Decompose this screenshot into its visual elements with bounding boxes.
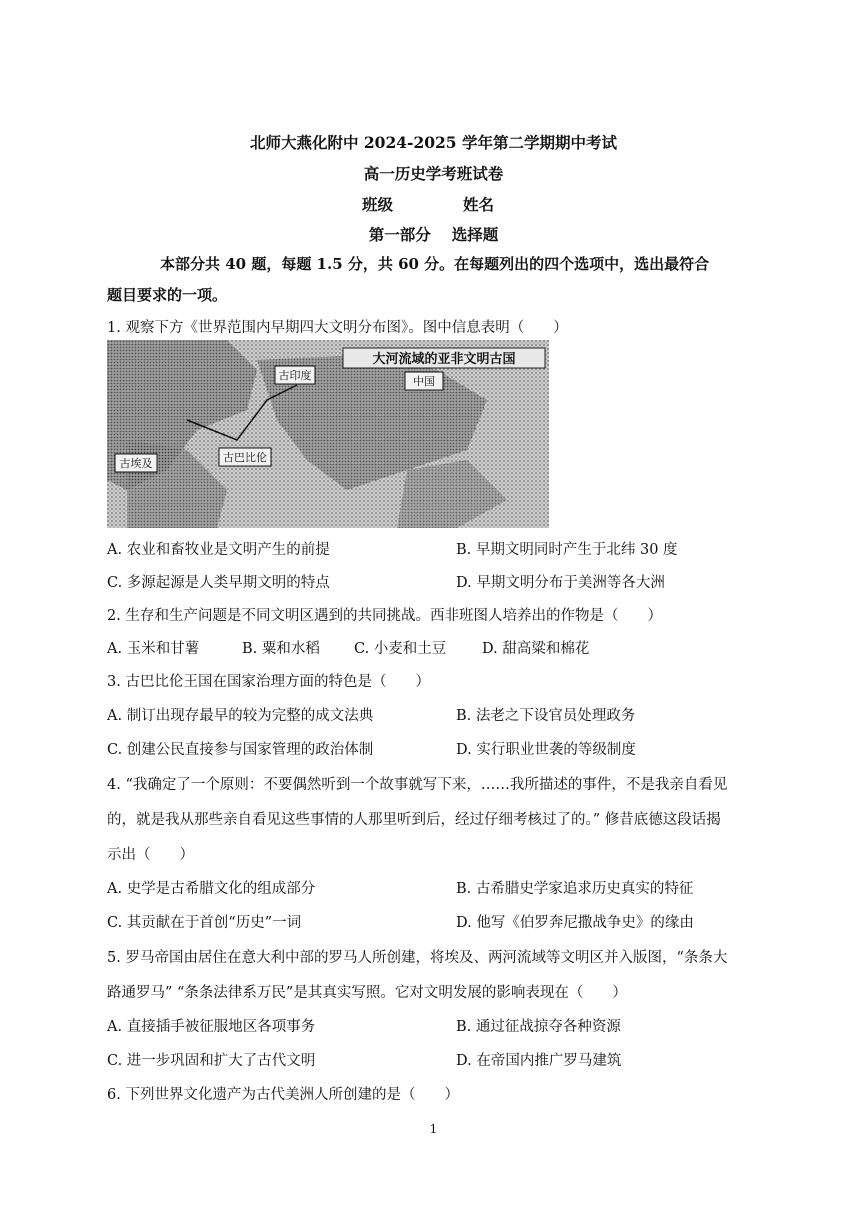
map-label-ancient-egypt: 古埃及 (119, 457, 153, 470)
map-label-ancient-india: 古印度 (278, 369, 312, 382)
page-number: 1 (429, 1122, 438, 1136)
q1-option-c: C. 多源起源是人类早期文明的特点 (107, 575, 330, 591)
question-4-stem-line-2: 的，就是我从那些亲自看见这些事情的人那里听到后，经过仔细考核过了的。” 修昔底德这段话揭 (107, 812, 721, 828)
q3-option-b: B. 法老之下设官员处理政务 (456, 708, 636, 724)
q4-option-c: C. 其贡献在于首创“历史”一词 (107, 915, 302, 931)
q3-option-c: C. 创建公民直接参与国家管理的政治体制 (107, 742, 374, 758)
q3-option-d: D. 实行职业世袭的等级制度 (456, 742, 636, 758)
q2-option-c: C. 小麦和土豆 (354, 641, 447, 657)
q4-option-b: B. 古希腊史学家追求历史真实的特征 (456, 881, 694, 897)
q2-option-d: D. 甜高粱和棉花 (482, 641, 590, 657)
q4-option-d: D. 他写《伯罗奔尼撒战争史》的缘由 (456, 915, 694, 931)
q1-option-a: A. 农业和畜牧业是文明产生的前提 (107, 542, 330, 558)
question-3-stem: 3. 古巴比伦王国在国家治理方面的特色是（ ） (107, 674, 430, 690)
map-label-china: 中国 (413, 375, 435, 388)
question-5-stem-line-2: 路通罗马” “条条法律系万民”是其真实写照。它对文明发展的影响表现在（ ） (107, 985, 627, 1001)
q2-option-a: A. 玉米和甘薯 (107, 641, 200, 657)
question-4-stem-line-3: 示出（ ） (107, 847, 194, 863)
q5-option-a: A. 直接插手被征服地区各项事务 (107, 1019, 316, 1035)
q1-option-b: B. 早期文明同时产生于北纬 30 度 (456, 542, 678, 558)
q5-option-d: D. 在帝国内推广罗马建筑 (456, 1053, 622, 1069)
question-6-stem: 6. 下列世界文化遗产为古代美洲人所创建的是（ ） (107, 1087, 459, 1103)
part-heading: 第一部分 选择题 (368, 225, 499, 244)
q5-option-c: C. 进一步巩固和扩大了古代文明 (107, 1053, 316, 1069)
map-label-ancient-babylon: 古巴比伦 (223, 451, 267, 464)
question-2-stem: 2. 生存和生产问题是不同文明区遇到的共同挑战。西非班图人培养出的作物是（ ） (107, 608, 662, 624)
question-4-stem-line-1: 4. “我确定了一个原则：不要偶然听到一个故事就写下来，……我所描述的事件，不是我亲自看见 (107, 777, 728, 793)
map-title: 大河流域的亚非文明古国 (372, 352, 516, 367)
q2-option-b: B. 粟和水稻 (242, 641, 320, 657)
instructions-line-2: 题目要求的一项。 (107, 286, 228, 304)
question-1-stem: 1. 观察下方《世界范围内早期四大文明分布图》。图中信息表明（ ） (107, 320, 568, 336)
name-label: 姓名 (463, 195, 495, 214)
exam-title: 北师大燕化附中 2024-2025 学年第二学期期中考试 (249, 133, 617, 152)
q1-option-d: D. 早期文明分布于美洲等各大洲 (456, 575, 665, 591)
class-label: 班级 (362, 195, 394, 214)
question-5-stem-line-1: 5. 罗马帝国由居住在意大利中部的罗马人所创建，将埃及、两河流域等文明区并入版图，“条条大 (107, 950, 728, 966)
q3-option-a: A. 制订出现存最早的较为完整的成文法典 (107, 708, 374, 724)
map-graphic (107, 340, 549, 528)
instructions-line-1: 本部分共 40 题，每题 1.5 分，共 60 分。在每题列出的四个选项中，选出最符合 (160, 255, 710, 273)
q4-option-a: A. 史学是古希腊文化的组成部分 (107, 881, 316, 897)
exam-subtitle: 高一历史学考班试卷 (363, 164, 504, 183)
q5-option-b: B. 通过征战掠夺各种资源 (456, 1019, 621, 1035)
civilization-map-image (107, 340, 549, 528)
